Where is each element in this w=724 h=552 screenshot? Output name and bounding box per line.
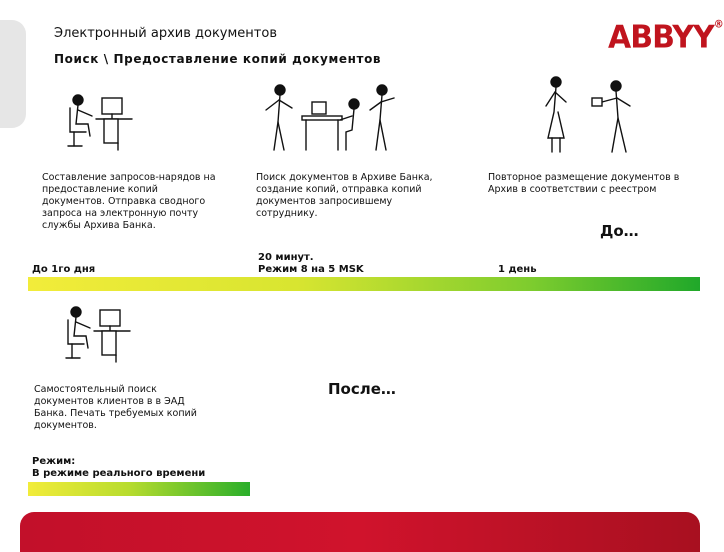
after-step-description: Самостоятельный поиск документов клиентов в в ЭАД Банка. Печать требуемых копий документов. <box>34 384 197 431</box>
page-subtitle: Поиск \ Предоставление копий документов <box>54 52 382 66</box>
step-2-description: Поиск документов в Архиве Банка, создание копий, отправка копий документов запросившему сотруднику. <box>256 172 433 219</box>
logo-registered-mark: ® <box>713 19 724 31</box>
step-3-description: Повторное размещение документов в Архив в соответствии с реестром <box>488 172 680 195</box>
person-at-computer-icon <box>58 300 138 368</box>
before-time-1: До 1го дня <box>32 264 96 275</box>
office-workers-icon <box>262 80 402 160</box>
after-mode: Режим: В режиме реального времени <box>32 456 206 479</box>
page-title: Электронный архив документов <box>54 26 277 41</box>
after-timeline-bar <box>28 482 250 496</box>
person-at-computer-icon <box>60 88 140 156</box>
abbyy-logo <box>608 19 724 56</box>
footer-band <box>20 512 700 552</box>
left-tab-decoration <box>0 20 26 128</box>
step-1-description: Составление запросов-нарядов на предоставление копий документов. Отправка сводного запроса на электронную почту службы Архива Банка. <box>42 172 216 231</box>
before-timeline-bar <box>28 277 700 291</box>
after-label: После… <box>328 380 396 398</box>
before-time-3: 1 день <box>498 264 537 275</box>
logo-text: ABBYY <box>608 19 714 56</box>
before-label: До… <box>600 222 639 240</box>
archivists-icon <box>540 72 640 156</box>
before-time-2: 20 минут. Режим 8 на 5 MSK <box>258 252 364 275</box>
